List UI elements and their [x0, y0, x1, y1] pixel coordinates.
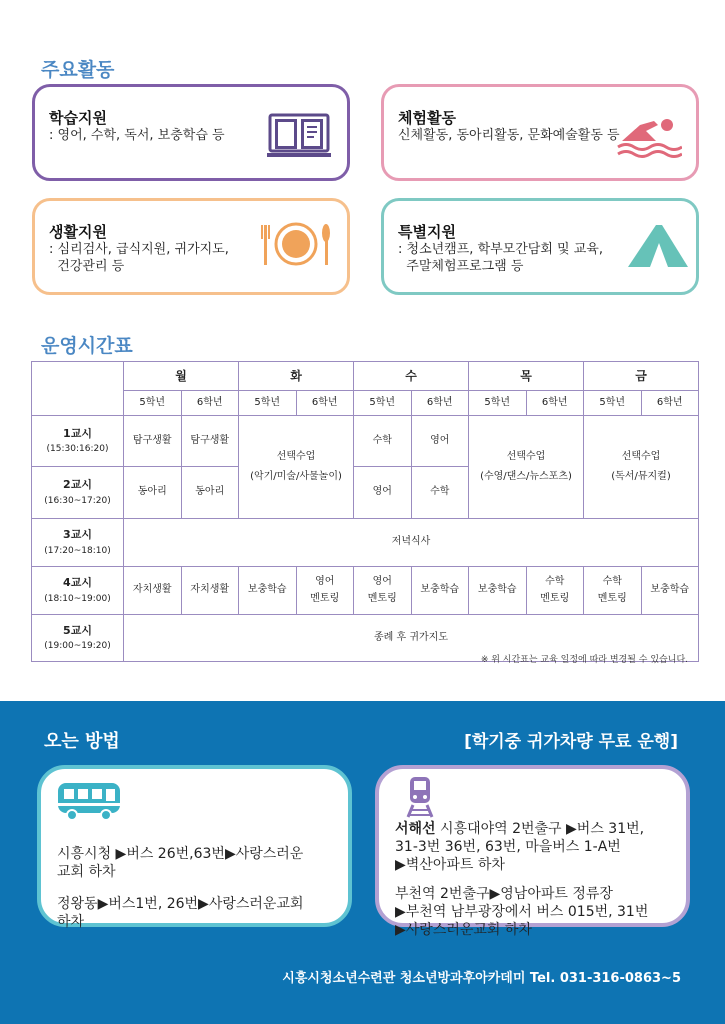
schedule-cell: 수학 멘토링 [584, 567, 642, 615]
schedule-cell: 수학 [411, 467, 469, 519]
grade-header: 6학년 [641, 391, 699, 416]
period-label: 4교시 (18:10~19:00) [32, 567, 124, 615]
meal-icon [260, 219, 336, 269]
schedule-cell: 보충학습 [641, 567, 699, 615]
bus-route-1: 시흥시청 ▶버스 26번,63번▶사랑스러운 교회 하차 [57, 846, 304, 880]
schedule-cell-elective: 선택수업 (독서/뮤지컬) [584, 416, 699, 519]
bus-directions-card [37, 765, 352, 930]
day-header: 목 [469, 362, 584, 391]
schedule-cell: 보충학습 [239, 567, 297, 615]
period-label: 1교시 (15:30:16:20) [32, 416, 124, 467]
day-header: 수 [354, 362, 469, 391]
swimmer-icon [616, 111, 682, 159]
schedule-title: 운영시간표 [41, 335, 133, 357]
day-header: 월 [124, 362, 239, 391]
contact-footer: 시흥시청소년수련관 청소년방과후아카데미 Tel. 031-316-0863~5 [282, 971, 681, 986]
schedule-table [31, 361, 699, 662]
activity-card-desc: 신체활동, 동아리활동, 문화예술활동 등 [398, 128, 620, 143]
shuttle-notice: [학기중 귀가차량 무료 운행] [464, 732, 678, 752]
schedule-cell: 탐구생활 [181, 416, 239, 467]
bus-icon [56, 781, 122, 823]
grade-header: 5학년 [584, 391, 642, 416]
schedule-cell: 영어 [354, 467, 412, 519]
schedule-cell: 자치생활 [124, 567, 182, 615]
day-header: 금 [584, 362, 699, 391]
schedule-cell: 동아리 [181, 467, 239, 519]
train-route-1: 서해선 시흥대야역 2번출구 ▶버스 31번, 31-3번 36번, 63번, 마을버스 1-A번 ▶벽산아파트 하차 [395, 821, 645, 873]
train-route-2: 부천역 2번출구▶영남아파트 정류장 ▶부천역 남부광장에서 버스 015번, 31번 ▶사랑스러운교회 하차 [395, 886, 649, 938]
activity-card-title: 특별지원 [398, 223, 456, 241]
book-icon [267, 111, 331, 161]
activity-card-title: 학습지원 [49, 109, 107, 127]
schedule-cell: 영어 [411, 416, 469, 467]
period-label: 5교시 (19:00~19:20) [32, 615, 124, 662]
activity-card-title: 체험활동 [398, 109, 456, 127]
day-header: 화 [239, 362, 354, 391]
table-corner [32, 362, 124, 416]
train-directions-card [375, 765, 690, 938]
tent-icon [626, 223, 690, 271]
grade-header: 6학년 [411, 391, 469, 416]
activity-card-special [381, 198, 699, 295]
schedule-cell: 영어 멘토링 [354, 567, 412, 615]
schedule-cell: 동아리 [124, 467, 182, 519]
schedule-cell: 자치생활 [181, 567, 239, 615]
period-label: 2교시 (16:30~17:20) [32, 467, 124, 519]
activity-card-life [32, 198, 350, 295]
schedule-cell: 수학 [354, 416, 412, 467]
schedule-cell: 영어 멘토링 [296, 567, 354, 615]
schedule-cell: 보충학습 [411, 567, 469, 615]
directions-section [0, 701, 725, 1024]
schedule-cell-elective: 선택수업 (수영/댄스/뉴스포츠) [469, 416, 584, 519]
grade-header: 6학년 [296, 391, 354, 416]
grade-header: 5학년 [354, 391, 412, 416]
grade-header: 5학년 [239, 391, 297, 416]
period-label: 3교시 (17:20~18:10) [32, 519, 124, 567]
activity-card-learning [32, 84, 350, 181]
activity-card-desc: : 영어, 수학, 독서, 보충학습 등 [49, 128, 225, 143]
grade-header: 5학년 [124, 391, 182, 416]
grade-header: 6학년 [526, 391, 584, 416]
train-icon [405, 775, 435, 819]
schedule-note: ※ 위 시간표는 교육 일정에 따라 변경될 수 있습니다. [480, 655, 688, 665]
schedule-cell-dinner: 저녁식사 [124, 519, 699, 567]
line-name: 서해선 [395, 821, 436, 837]
schedule-cell: 수학 멘토링 [526, 567, 584, 615]
schedule-cell: 보충학습 [469, 567, 527, 615]
schedule-cell: 탐구생활 [124, 416, 182, 467]
activities-title: 주요활동 [41, 59, 115, 81]
activity-card-experience [381, 84, 699, 181]
activity-card-desc: : 청소년캠프, 학부모간담회 및 교육, 주말체험프로그램 등 [398, 242, 603, 274]
grade-header: 6학년 [181, 391, 239, 416]
schedule-cell-dismissal: 종례 후 귀가지도 [124, 615, 699, 662]
bus-route-2: 정왕동▶버스1번, 26번▶사랑스러운교회 하차 [57, 896, 304, 930]
schedule-cell-elective: 선택수업 (악기/미술/사물놀이) [239, 416, 354, 519]
activity-card-desc: : 심리검사, 급식지원, 귀가지도, 건강관리 등 [49, 242, 229, 274]
directions-title: 오는 방법 [44, 731, 120, 752]
activity-card-title: 생활지원 [49, 223, 107, 241]
grade-header: 5학년 [469, 391, 527, 416]
